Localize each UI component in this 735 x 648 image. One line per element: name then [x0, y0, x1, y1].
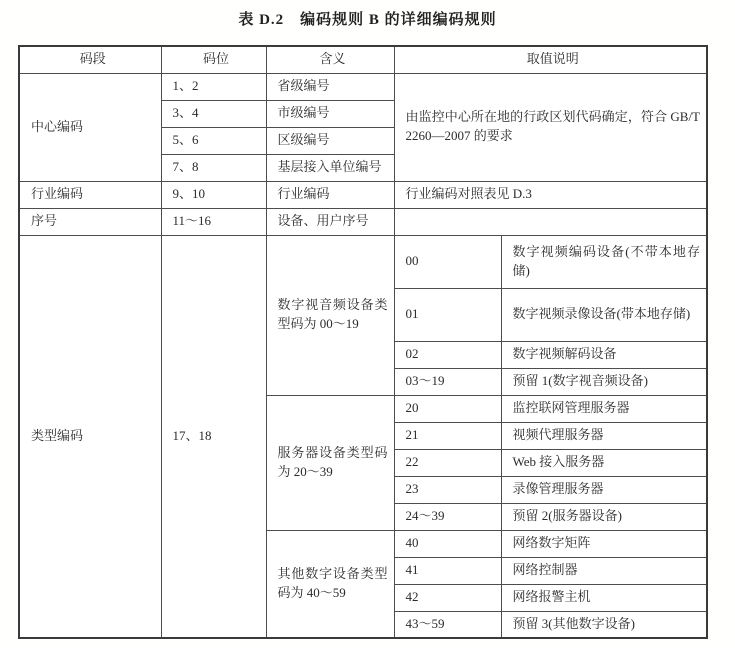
- header-row: [19, 46, 707, 73]
- type-desc-cell: 数字视频录像设备(带本地存储): [501, 288, 707, 341]
- meaning-cell: 市级编号: [266, 100, 394, 127]
- type-desc-cell: 数字视频编码设备(不带本地存储): [501, 235, 707, 288]
- meaning-cell: 省级编号: [266, 73, 394, 100]
- table-row: [19, 73, 707, 100]
- serial-value-desc: [394, 208, 707, 235]
- meaning-cell: 行业编码: [266, 181, 394, 208]
- coding-rules-table: [18, 45, 708, 639]
- type-code-cell: 00: [394, 235, 501, 288]
- type-code-cell: 01: [394, 288, 501, 341]
- type-code-cell: 42: [394, 584, 501, 611]
- meaning-cell: 基层接入单位编号: [266, 154, 394, 181]
- table-title: 表 D.2 编码规则 B 的详细编码规则: [238, 12, 497, 28]
- type-code-cell: 21: [394, 422, 501, 449]
- center-value-desc: 由监控中心所在地的行政区划代码确定，符合 GB/T 2260—2007 的要求: [394, 73, 707, 181]
- type-desc-cell: 预留 1(数字视音频设备): [501, 368, 707, 395]
- type-group-server-label: 服务器设备类型码为 20～39: [266, 395, 394, 530]
- type-code-cell: 24～39: [394, 503, 501, 530]
- col-header-segment: 码段: [19, 46, 161, 73]
- type-desc-cell: Web 接入服务器: [501, 449, 707, 476]
- segment-center-label: 中心编码: [19, 73, 161, 181]
- type-code-cell: 43～59: [394, 611, 501, 638]
- type-code-cell: 23: [394, 476, 501, 503]
- pos-cell: 3、4: [161, 100, 266, 127]
- type-desc-cell: 网络报警主机: [501, 584, 707, 611]
- type-pos-cell: 17、18: [161, 235, 266, 638]
- type-desc-cell: 数字视频解码设备: [501, 341, 707, 368]
- meaning-cell: 设备、用户序号: [266, 208, 394, 235]
- type-code-cell: 22: [394, 449, 501, 476]
- table-row: [19, 235, 707, 288]
- type-code-cell: 02: [394, 341, 501, 368]
- industry-value-desc: 行业编码对照表见 D.3: [394, 181, 707, 208]
- type-code-cell: 41: [394, 557, 501, 584]
- col-header-value-desc: 取值说明: [394, 46, 707, 73]
- type-desc-cell: 网络数字矩阵: [501, 530, 707, 557]
- type-desc-cell: 预留 2(服务器设备): [501, 503, 707, 530]
- col-header-position: 码位: [161, 46, 266, 73]
- type-group-av-label: 数字视音频设备类型码为 00～19: [266, 235, 394, 395]
- pos-cell: 5、6: [161, 127, 266, 154]
- segment-industry-label: 行业编码: [19, 181, 161, 208]
- table-row: [19, 208, 707, 235]
- pos-cell: 1、2: [161, 73, 266, 100]
- type-code-cell: 03～19: [394, 368, 501, 395]
- type-desc-cell: 录像管理服务器: [501, 476, 707, 503]
- type-code-cell: 40: [394, 530, 501, 557]
- type-desc-cell: 预留 3(其他数字设备): [501, 611, 707, 638]
- type-code-cell: 20: [394, 395, 501, 422]
- meaning-cell: 区级编号: [266, 127, 394, 154]
- type-desc-cell: 视频代理服务器: [501, 422, 707, 449]
- pos-cell: 9、10: [161, 181, 266, 208]
- pos-cell: 7、8: [161, 154, 266, 181]
- pos-cell: 11～16: [161, 208, 266, 235]
- type-desc-cell: 监控联网管理服务器: [501, 395, 707, 422]
- segment-type-label: 类型编码: [19, 235, 161, 638]
- col-header-meaning: 含义: [266, 46, 394, 73]
- segment-serial-label: 序号: [19, 208, 161, 235]
- type-desc-cell: 网络控制器: [501, 557, 707, 584]
- type-group-other-label: 其他数字设备类型码为 40～59: [266, 530, 394, 638]
- table-row: [19, 181, 707, 208]
